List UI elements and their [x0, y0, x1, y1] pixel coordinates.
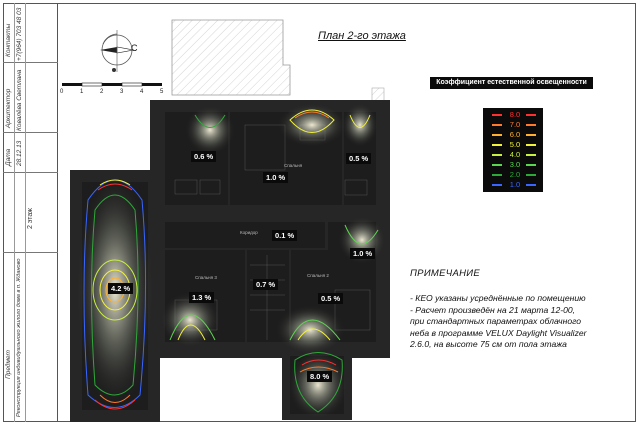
stamp-sheet-value: 2 этаж: [27, 208, 34, 229]
legend-value: 6.0: [509, 130, 521, 139]
legend-value: 8.0: [509, 110, 521, 119]
keo-value-badge: 8.0 %: [307, 371, 332, 382]
keo-value-badge: 0.1 %: [272, 230, 297, 241]
legend-item: [483, 110, 543, 120]
keo-value-badge: 0.5 %: [318, 293, 343, 304]
legend-swatch: [526, 114, 536, 116]
legend-swatch: [526, 144, 536, 146]
legend-item: [483, 150, 543, 160]
scale-tick: 2: [100, 89, 104, 95]
legend-item: [483, 130, 543, 140]
legend-item: [483, 180, 543, 190]
legend-swatch: [526, 174, 536, 176]
stamp-architect-value: Ковалёва Светлана: [16, 69, 23, 131]
stamp-date-label: Дата: [5, 148, 12, 166]
stamp-contacts-value: +7(964) 703 48 03: [16, 7, 23, 61]
room-corridor: [165, 222, 325, 248]
legend-swatch: [492, 114, 502, 116]
room-name: Спальня: [284, 163, 303, 168]
legend-swatch: [526, 124, 536, 126]
notes-line: - КЕО указаны усреднённые по помещению: [410, 293, 586, 303]
keo-value-badge: 1.3 %: [189, 292, 214, 303]
stamp-subject-value: Реконструкция индивидуального жилого дома в п. Жданово: [16, 258, 22, 417]
scale-tick: 1: [80, 89, 84, 95]
keo-value-badge: 1.0 %: [350, 248, 375, 259]
notes-line: - Расчет произведён на 21 марта 12-00,: [410, 304, 576, 315]
keo-value-badge: 0.5 %: [346, 153, 371, 164]
stamp-architect-label: Архитектор: [5, 88, 12, 128]
stamp-date-value: 28.12.13: [16, 140, 23, 166]
keo-value-badge: 0.7 %: [253, 279, 278, 290]
notes-line: неба в программе VELUX Daylight Visualizer: [410, 327, 587, 338]
compass-north-label: С: [131, 43, 138, 53]
notes-block: [410, 268, 635, 351]
legend-swatch: [492, 184, 502, 186]
legend: [483, 108, 543, 192]
legend-swatch: [492, 154, 502, 156]
legend-swatch: [492, 174, 502, 176]
room-name: Спальня 3: [195, 275, 217, 280]
legend-swatch: [526, 154, 536, 156]
keo-value-badge: 0.6 %: [191, 151, 216, 162]
legend-item: [483, 120, 543, 130]
legend-value: 2.0: [509, 170, 521, 179]
legend-item: [483, 140, 543, 150]
keo-value-badge: 1.0 %: [263, 172, 288, 183]
legend-swatch: [492, 124, 502, 126]
legend-swatch: [526, 184, 536, 186]
legend-swatch: [492, 164, 502, 166]
page-title: План 2-го этажа: [318, 30, 406, 42]
legend-item: [483, 170, 543, 180]
room-name: Коридор: [240, 230, 258, 235]
legend-swatch: [492, 144, 502, 146]
keo-value-badge: 4.2 %: [108, 283, 133, 294]
scale-tick: 0: [60, 89, 64, 95]
legend-value: 3.0: [509, 160, 521, 169]
legend-item: [483, 160, 543, 170]
legend-title: Коэффициент естественной освещенности: [430, 77, 593, 89]
notes-line: при стандартных параметрах облачного: [410, 316, 582, 327]
stamp-contacts-label: Контакты: [5, 23, 12, 57]
notes-heading: ПРИМЕЧАНИЕ: [410, 268, 480, 279]
stamp-subject-label: Предмет: [5, 350, 12, 379]
scale-tick: 3: [120, 89, 124, 95]
legend-value: 7.0: [509, 120, 521, 129]
legend-swatch: [526, 134, 536, 136]
legend-value: 5.0: [509, 140, 521, 149]
legend-swatch: [492, 134, 502, 136]
scale-tick: 5: [160, 89, 164, 95]
roof-hatch: [172, 20, 290, 95]
legend-value: 1.0: [509, 180, 521, 189]
notes-line: 2.6.0, на высоте 75 см от пола этажа: [410, 339, 567, 350]
legend-swatch: [526, 164, 536, 166]
legend-value: 4.0: [509, 150, 521, 159]
scale-tick: 4: [140, 89, 144, 95]
room-name: Спальня 2: [307, 273, 329, 278]
